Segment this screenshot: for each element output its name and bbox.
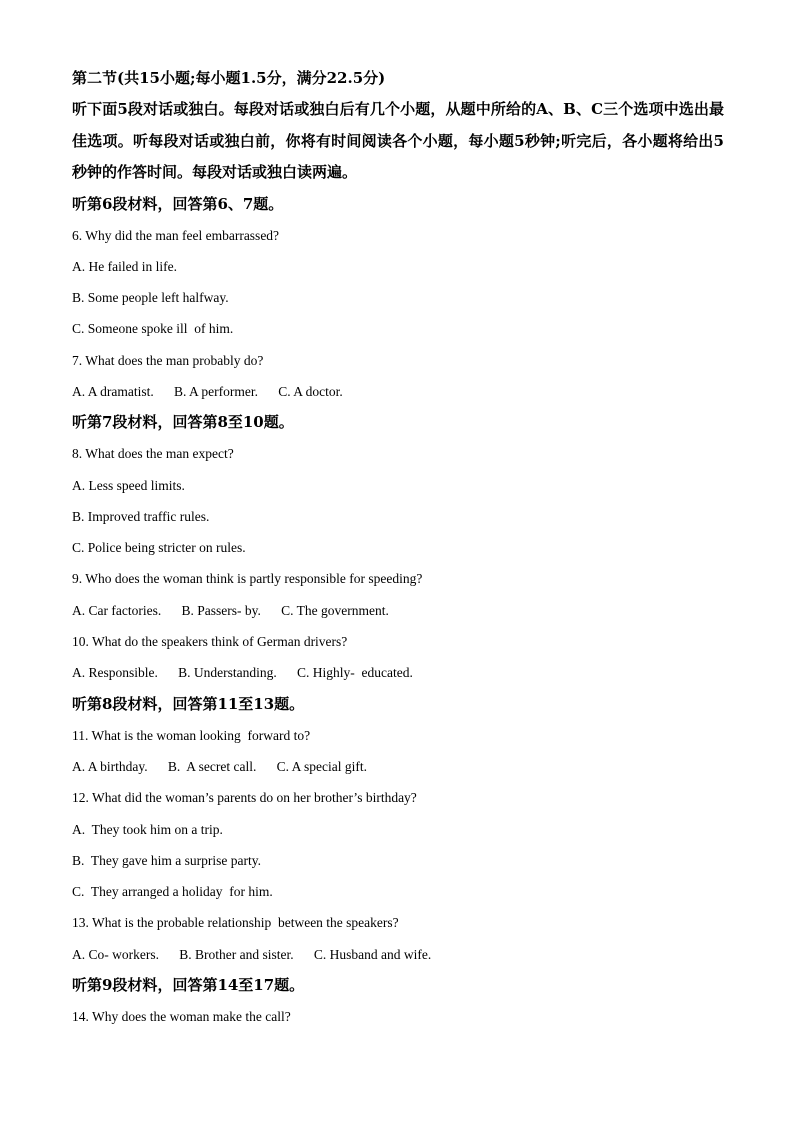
question-stem: 9. Who does the woman think is partly responsible for speeding?: [72, 571, 423, 587]
question-stem: 12. What did the woman’s parents do on her brother’s birthday?: [72, 790, 417, 806]
group-heading: 听第7段材料，回答第8至10题。: [72, 413, 294, 432]
option-a: A. He failed in life.: [72, 258, 177, 274]
option-b: B. Improved traffic rules.: [72, 508, 210, 524]
option-b: B. They gave him a surprise party.: [72, 852, 261, 868]
group-heading: 听第8段材料，回答第11至13题。: [72, 694, 305, 713]
group-heading: 听第6段材料，回答第6、7题。: [72, 194, 284, 213]
question-stem: 11. What is the woman looking forward to?: [72, 727, 311, 743]
section-title: 第二节(共15小题;每小题1.5分，满分22.5分): [72, 69, 386, 87]
option-a: A. They took him on a trip.: [72, 821, 223, 837]
option-c: C. Police being stricter on rules.: [72, 540, 246, 556]
options-inline: A. Responsible. B. Understanding. C. Highly- educated.: [72, 665, 413, 681]
option-c: C. They arranged a holiday for him.: [72, 884, 273, 900]
options-inline: A. Car factories. B. Passers- by. C. The government.: [72, 602, 389, 618]
options-inline: A. A birthday. B. A secret call. C. A special gift.: [72, 758, 367, 774]
section-instructions: 听下面5段对话或独白。每段对话或独白后有几个小题，从题中所给的A、B、C三个选项中选出最佳选项。听每段对话或独白前，你将有时间阅读各个小题，每小题5秒钟;听完后，各小题将给出5秒钟的作答时间。每段对话或独白读两遍。: [72, 100, 724, 181]
group-heading: 听第9段材料，回答第14至17题。: [72, 976, 305, 995]
option-b: B. Some people left halfway.: [72, 290, 229, 306]
question-stem: 7. What does the man probably do?: [72, 352, 264, 368]
question-stem: 13. What is the probable relationship between the speakers?: [72, 915, 399, 931]
question-stem: 14. Why does the woman make the call?: [72, 1009, 291, 1025]
exam-page: [72, 63, 724, 1032]
option-c: C. Someone spoke ill of him.: [72, 321, 234, 337]
question-stem: 10. What do the speakers think of German drivers?: [72, 634, 348, 650]
question-stem: 6. Why did the man feel embarrassed?: [72, 227, 280, 243]
options-inline: A. Co- workers. B. Brother and sister. C. Husband and wife.: [72, 946, 432, 962]
option-a: A. Less speed limits.: [72, 477, 185, 493]
options-inline: A. A dramatist. B. A performer. C. A doctor.: [72, 383, 343, 399]
question-stem: 8. What does the man expect?: [72, 446, 234, 462]
